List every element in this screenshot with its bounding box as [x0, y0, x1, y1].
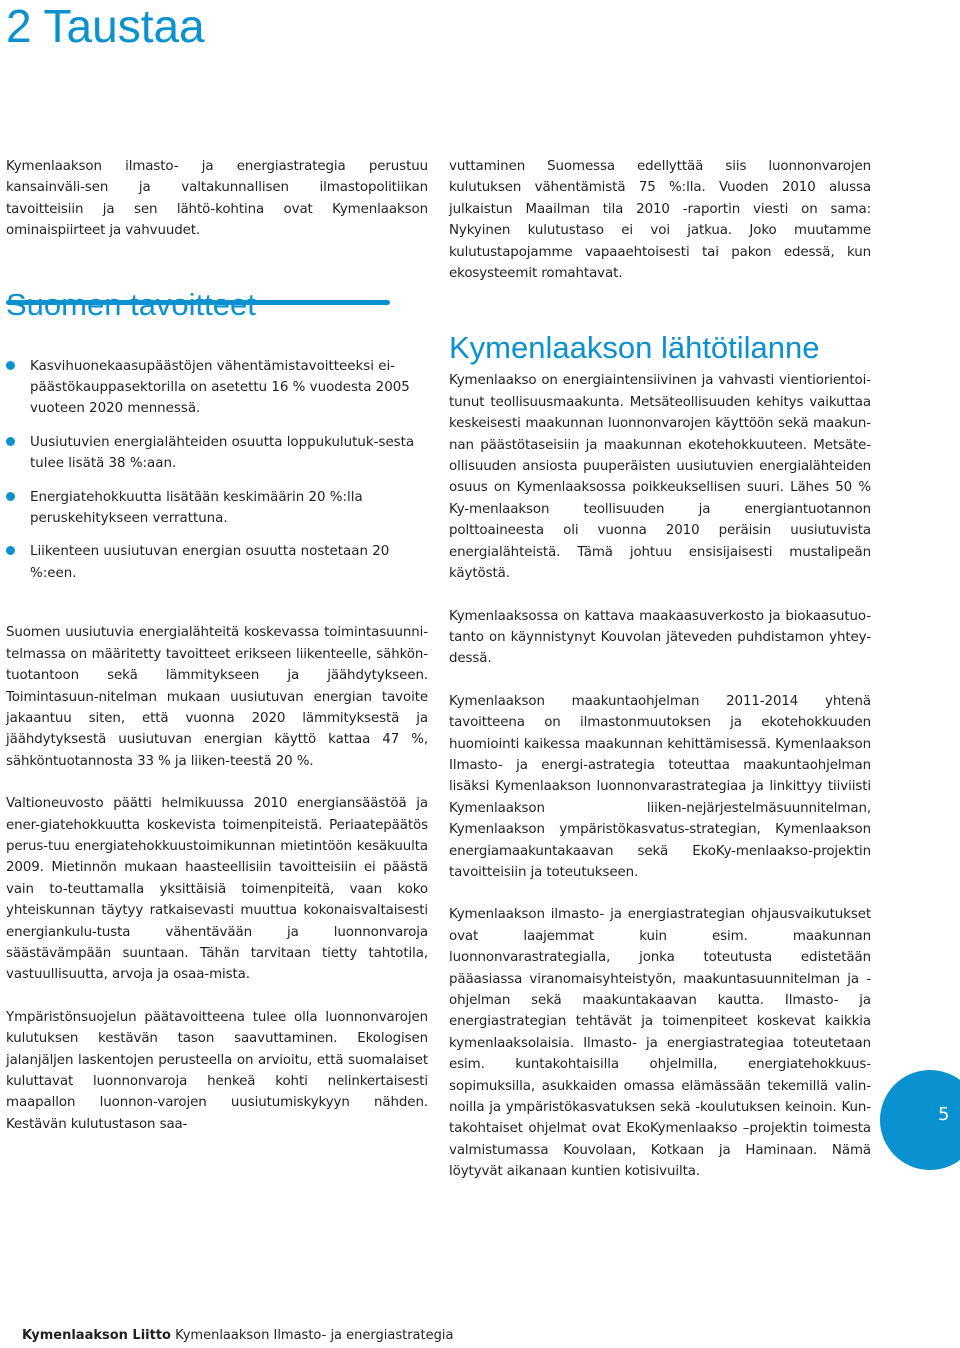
list-item [6, 487, 428, 530]
list-item-text: Energiatehokkuutta lisätään keskimäärin 20 %:lla peruskehitykseen verrattuna. [30, 489, 363, 527]
body-paragraph: Ympäristönsuojelun päätavoitteena tulee olla luonnonvarojen kulutuksen kestävän tason saavuttaminen. Ekologisen jalanjäljen laskentojen perusteella on arvioitu, että suomalaiset kuluttavat luonnonvaroja henkeä kohti nelinkertaisesti maapallon luonnon-varojen uusiutumiskykyyn nähden. Kestävän kulutustason saa- [6, 1009, 428, 1132]
goals-list [6, 356, 428, 585]
list-item [6, 356, 428, 420]
section-heading-lahtotilanne: Kymenlaakson lähtötilanne [449, 330, 820, 366]
body-paragraph: vuttaminen Suomessa edellyttää siis luonnonvarojen kulutuksen vähentämistä 75 %:lla. Vuoden 2010 alussa julkaistun Maailman tila 2010 -raportin viesti on sama: Nykyinen kulutustaso ei voi jatkua. Joko muutamme kulutustapojamme vapaaehtoisesti tai pakon edessä, kun ekosysteemit romahtavat. [449, 159, 871, 282]
intro-paragraph: Kymenlaakson ilmasto- ja energiastrategia perustuu kansainväli-sen ja valtakunnallisen ilmastopolitiikan tavoitteisiin ja sen lähtö-kohtina ovat Kymenlaakson ominaispiirteet ja vahvuudet. [6, 159, 428, 239]
list-item-text: Uusiutuvien energialähteiden osuutta loppukulutuk-sesta tulee lisätä 38 %:aan. [30, 434, 415, 472]
list-item-text: Kasvihuonekaasupäästöjen vähentämistavoitteeksi ei-päästökauppasektorilla on asetettu 16 % vuodesta 2005 vuoteen 2020 mennessä. [30, 358, 410, 417]
body-paragraph: Suomen uusiutuvia energialähteitä koskevassa toimintasuunni-telmassa on määritetty tavoitteet erikseen liikenteelle, sähkön-tuotantoon sekä lämmitykseen ja jäähdytykseen. Toimintasuun-nitelman mukaan uusiutuvan energian tavoite jakaantuu siten, että vuonna 2020 lämmityksestä ja jäähdytyksestä uusiutuvan energian käyttö kattaa 47 %, sähköntuotannosta 33 % ja liiken-teestä 20 %. [6, 625, 428, 769]
footer-org: Kymenlaakson Liitto [22, 1328, 171, 1343]
body-paragraph: Kymenlaakson ilmasto- ja energiastrategian ohjausvaikutukset ovat laajemmat kuin esim. maakunnan luonnonvarastrategialla, jonka toteutusta edistetään pääasiassa viranomaisyhteistyön, maakuntasuunnitelman ja -ohjelman sekä maakuntakaavan kautta. Ilmasto- ja energiastrategian tehtävät ja toimenpiteet koskevat kaikkia kymenlaaksolaisia. Ilmasto- ja energiastrategiaa toteutetaan esim. kuntakohtaisilla ohjelmilla, energiatehokkuus-sopimuksilla, asukkaiden omassa elämässään tekemillä valin-noilla ja ympäristökasvatuksen sekä -koulutuksen keinoin. Kun-takohtaiset ohjelmat ovat EkoKymenlaakso –projektin toimesta valmistumassa Kouvolaan, Kotkaan ja Haminaan. Nämä löytyvät aikanaan kuntien kotisivuilta. [449, 907, 871, 1180]
right-column [449, 156, 871, 1183]
body-paragraph: Valtioneuvosto päätti helmikuussa 2010 energiansäästöä ja ener-giatehokkuutta koskevista toimenpiteistä. Periaatepäätös perus-tuu energiatehokkuustoimikunnan mietintöön kesäkuulta 2009. Mietinnön mukaan haasteellisiin tavoitteisiin ei päästä vain to-teuttamalla yksittäisiä toimenpiteitä, vaan koko yhteiskunnan täytyy ratkaisevasti muuttua kokonaisvaltaisesti energiankulu-tusta vähentävään ja luonnonvaroja säästävämpään suuntaan. Tähän tarvitaan tietty tahtotila, vastuullisuutta, arvoja ja osaa-mista. [6, 796, 428, 983]
body-paragraph: Kymenlaakson maakuntaohjelman 2011-2014 yhtenä tavoitteena on ilmastonmuutoksen ja ekotehokkuuden huomiointi kaikessa maakunnan kehittämisessä. Kymenlaakson Ilmasto- ja energi-astrategia toteuttaa maakuntaohjelman lisäksi Kymenlaakson luonnonvarastrategiaa ja linkittyy tiiviisti Kymenlaakson liiken-nejärjestelmäsuunnitelman, Kymenlaakson ympäristökasvatus-strategian, Kymenlaakson energiamaakuntakaavan sekä EkoKy-menlaakso-projektin tavoitteisiin ja toteutukseen. [449, 693, 871, 880]
footer-doc-title: Kymenlaakson Ilmasto- ja energiastrategia [175, 1328, 454, 1343]
list-item [6, 432, 428, 475]
page-number: 5 [938, 1104, 950, 1125]
footer [22, 1328, 453, 1343]
bullet-icon [6, 492, 15, 501]
bullet-icon [6, 546, 15, 555]
bullet-icon [6, 361, 15, 370]
body-paragraph: Kymenlaakso on energiaintensiivinen ja vahvasti vientiorientoi-tunut teollisuusmaakunta. Metsäteollisuuden kehitys vaikuttaa keskeisesti maakunnan luonnonvarojen käyttöön sekä maakun-nan päästötaseisiin ja maakunnan ekotehokkuuteen. Metsäte-ollisuuden ansiosta puuperäisten uusiutuvien energialähteiden osuus on Kymenlaaksossa poikkeuksellisen suuri. Lähes 50 % Ky-menlaakson teollisuuden ja energiantuotannon polttoaineesta oli vuonna 2010 peräisin uusiutuvista energialähteistä. Tämä johtuu ensisijaisesti mustalipeän käytöstä. [449, 373, 871, 582]
page-title: 2 Taustaa [6, 0, 205, 52]
section-divider [6, 300, 390, 305]
body-paragraph: Kymenlaaksossa on kattava maakaasuverkosto ja biokaasutuo-tanto on käynnistynyt Kouvolan jäteveden puhdistamon yhtey-dessä. [449, 608, 871, 667]
bullet-icon [6, 437, 15, 446]
list-item-text: Liikenteen uusiutuvan energian osuutta nostetaan 20 %:een. [30, 544, 390, 581]
list-item [6, 541, 428, 584]
